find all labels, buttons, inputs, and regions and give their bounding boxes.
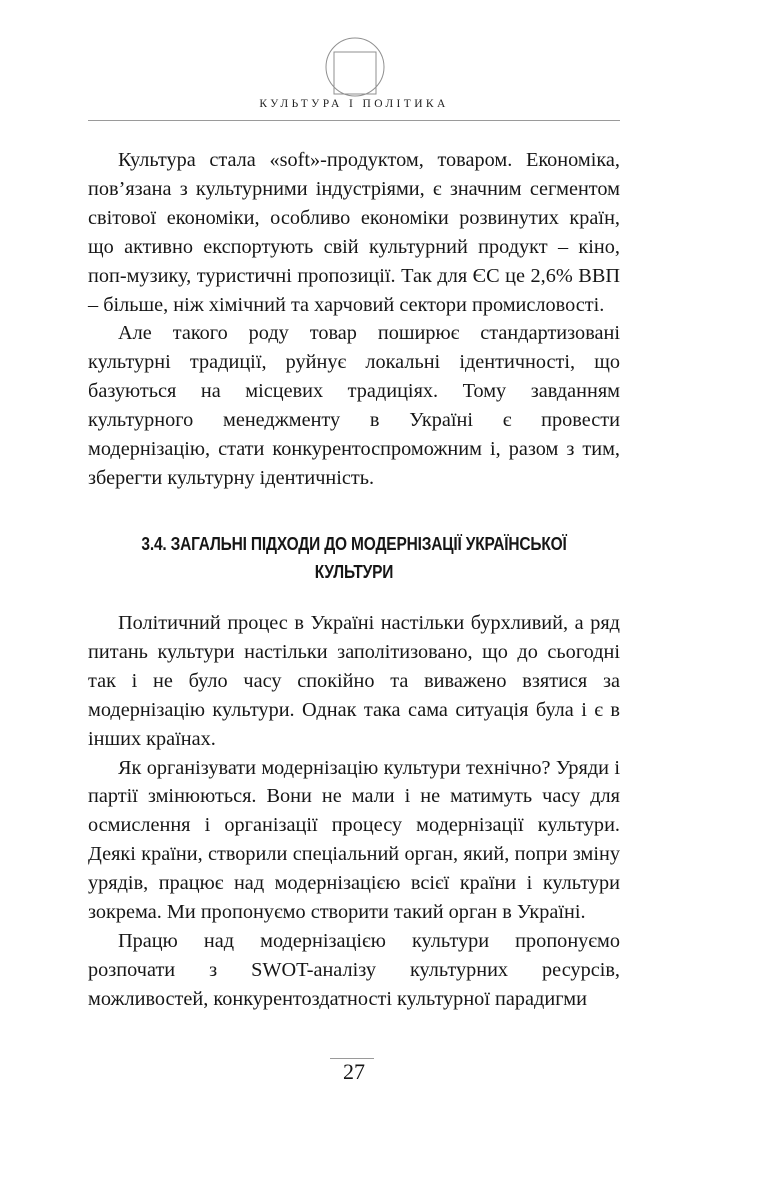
paragraph: Як організувати модернізацію культури технічно? Уряди і партії змінюються. Вони не мали і не матимуть часу для осмислення і організації процесу модернізації культури. Деякі країни, створили спеціальний орган, який, попри зміну урядів, працює над модернізацією всієї країни і культури зокрема. Ми пропонуємо створити такий орган в Україні. — [88, 756, 620, 924]
text-block-before-heading — [88, 146, 620, 493]
circle-square-emblem-icon — [322, 36, 388, 102]
page-number: 27 — [343, 1059, 365, 1084]
paragraph: Працю над модернізацією культури пропонуємо розпочати з SWOT-аналізу культурних ресурсів, можливостей, конкурентоздатності культурної парадигми — [88, 929, 620, 1010]
paragraph: Політичний процес в Україні настільки бурхливий, а ряд питань культури настільки заполітизовано, що до сьогодні так і не було часу спокійно та виважено взятися за модернізацію культури. Однак така сама ситуація була і є в інших країнах. — [88, 612, 620, 750]
section-heading-line-1: 3.4. ЗАГАЛЬНІ ПІДХОДИ ДО МОДЕРНІЗАЦІЇ УКРАЇНСЬКОЇ — [141, 534, 567, 554]
paragraph: Культура стала «soft»-продуктом, товаром. Економіка, пов’язана з культурними індустріями, є значним сегментом світової економіки, особливо економіки розвинутих країн, що активно експортують свій культурний продукт – кіно, поп-музику, туристичні пропозиції. Так для ЄС це 2,6% ВВП – більше, ніж хімічний та харчовий сектори промисловості. — [88, 149, 620, 316]
running-head: КУЛЬТУРА І ПОЛІТИКА — [259, 98, 449, 110]
text-block-after-heading — [88, 609, 620, 1014]
section-heading — [125, 530, 583, 586]
paragraph: Але такого роду товар поширює стандартизовані культурні традиції, руйнує локальні ідентичності, що базуються на місцевих традиціях. Тому завданням культурного менеджменту в Україні є провести модернізацію, стати конкурентоспроможним і, разом з тим, зберегти культурну ідентичність. — [88, 322, 620, 489]
header-rule — [88, 120, 620, 121]
section-heading-line-2: КУЛЬТУРИ — [314, 562, 394, 582]
